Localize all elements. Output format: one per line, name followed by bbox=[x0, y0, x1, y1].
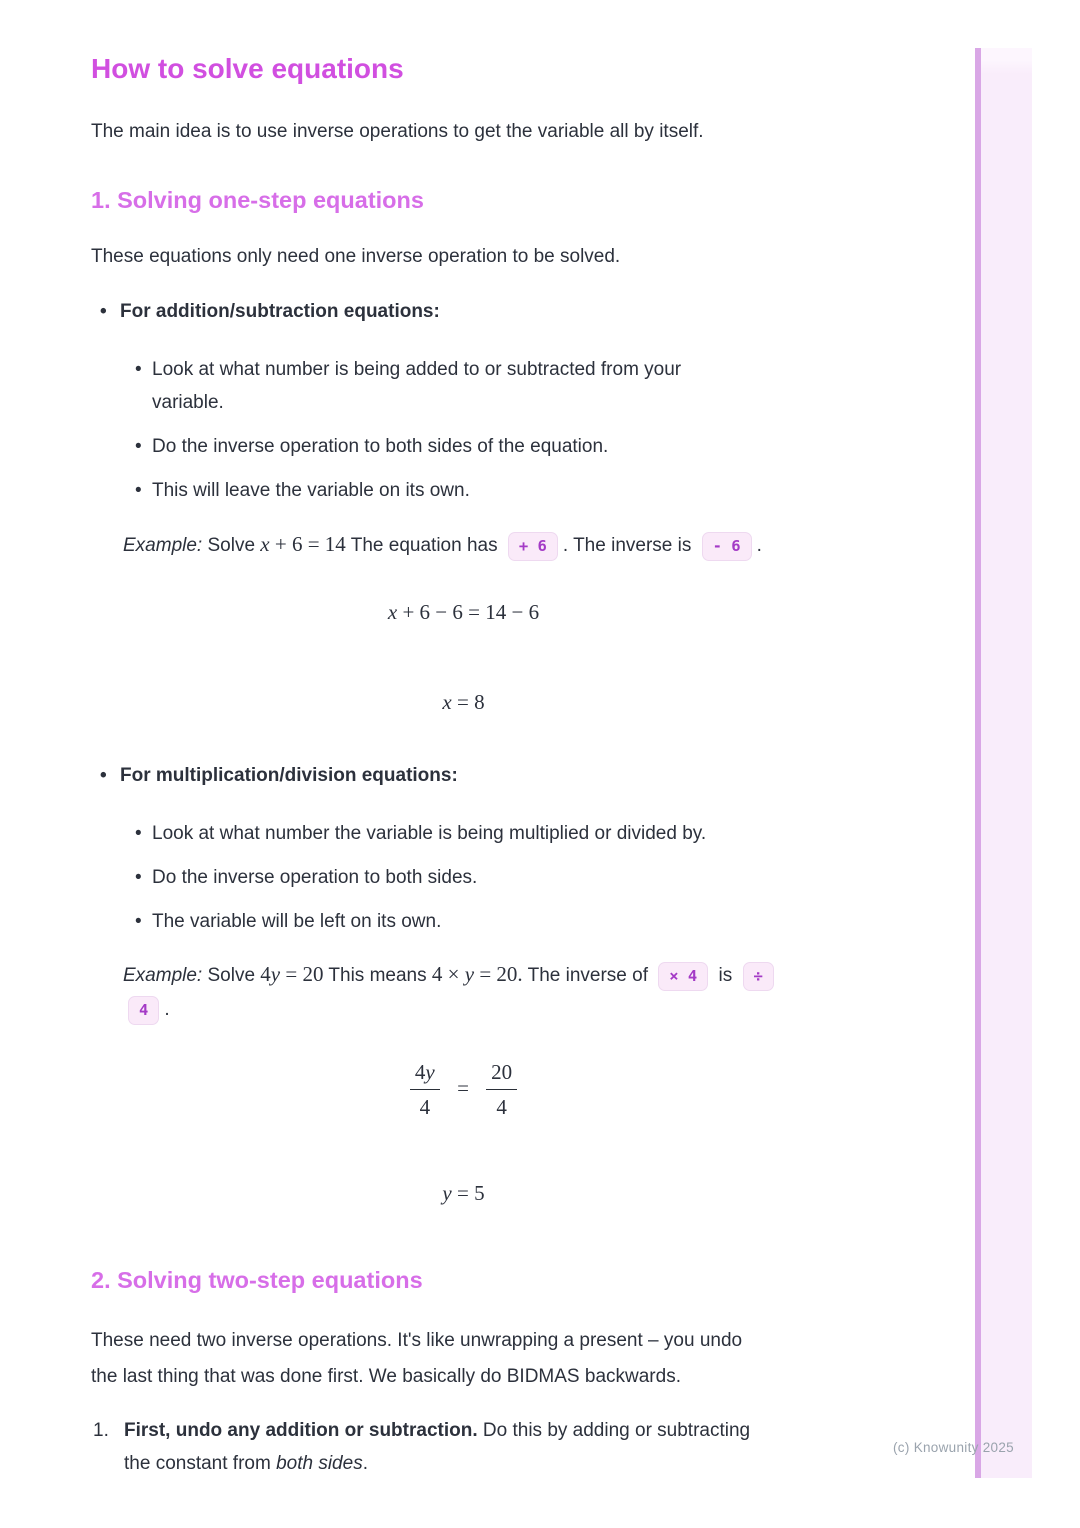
text-segment: y bbox=[442, 1181, 452, 1205]
text-segment: Example: bbox=[123, 965, 203, 986]
fraction-numerator bbox=[410, 1059, 440, 1090]
text-segment: + 6 = 14 bbox=[269, 532, 346, 556]
fraction-denominator: 4 bbox=[496, 1095, 507, 1119]
text-segment: Solve bbox=[202, 535, 261, 556]
page-title: How to solve equations bbox=[91, 53, 404, 84]
sub-bullet-list bbox=[91, 817, 836, 938]
fraction-right bbox=[486, 1059, 517, 1120]
text-segment: . bbox=[164, 999, 170, 1020]
equation-result bbox=[91, 1180, 836, 1206]
list-item bbox=[91, 817, 751, 850]
text-segment: . bbox=[756, 535, 762, 556]
numbered-step bbox=[91, 1414, 781, 1480]
text-segment: x bbox=[387, 600, 398, 624]
sub-bullet-list bbox=[91, 353, 836, 507]
section-heading-one-step: 1. Solving one-step equations bbox=[91, 187, 424, 213]
list-item bbox=[91, 430, 751, 463]
text-segment: is bbox=[713, 965, 738, 986]
list-item-multiplication-division bbox=[91, 762, 836, 790]
list-item-text: Do the inverse operation to both sides. bbox=[152, 867, 478, 888]
operation-badge: - 6 bbox=[702, 532, 752, 561]
list-item bbox=[91, 905, 751, 938]
text-segment: y bbox=[270, 962, 281, 986]
list-item bbox=[91, 474, 751, 507]
bullet-icon bbox=[135, 474, 142, 507]
text-segment: x bbox=[260, 532, 270, 556]
equation-result bbox=[91, 689, 836, 715]
equation-step bbox=[91, 599, 836, 625]
list-item bbox=[91, 861, 751, 894]
text-segment: . The inverse is bbox=[562, 535, 697, 556]
section-one-intro: These equations only need one inverse operation to be solved. bbox=[91, 246, 621, 267]
text-segment: = 5 bbox=[451, 1181, 485, 1205]
text-segment: 4 bbox=[260, 962, 271, 986]
list-item-text: Do the inverse operation to both sides of the equation. bbox=[152, 436, 609, 457]
operation-badge: ÷ bbox=[743, 962, 774, 991]
example-paragraph-addition bbox=[91, 527, 836, 563]
intro-paragraph: The main idea is to use inverse operations to get the variable all by itself. bbox=[91, 121, 704, 142]
bullet-icon bbox=[135, 861, 142, 894]
text-segment: = 8 bbox=[451, 690, 485, 714]
list-item-addition-subtraction bbox=[91, 298, 836, 326]
list-item-text: The variable will be left on its own. bbox=[152, 911, 442, 932]
list-item-text: Look at what number is being added to or subtracted from your variable. bbox=[152, 359, 682, 413]
equation-fraction bbox=[91, 1059, 836, 1120]
section-two-intro: These need two inverse operations. It's like unwrapping a present – you undo the last thing that was done first. We basically do BIDMAS backwards. bbox=[91, 1330, 743, 1387]
page-accent-bar bbox=[975, 48, 1032, 1478]
text-segment: y bbox=[464, 962, 475, 986]
step-text bbox=[124, 1420, 750, 1474]
text-segment: First, undo any addition or subtraction. bbox=[124, 1420, 478, 1441]
list-item bbox=[91, 353, 691, 419]
operation-badge: 4 bbox=[128, 996, 159, 1025]
document-content bbox=[91, 0, 836, 1480]
text-segment: The equation has bbox=[345, 535, 503, 556]
copyright-watermark: (c) Knowunity 2025 bbox=[893, 1440, 1014, 1455]
list-item-text: Look at what number the variable is being multiplied or divided by. bbox=[152, 823, 707, 844]
text-segment: 4 × bbox=[431, 962, 465, 986]
text-segment: = 20. bbox=[474, 962, 523, 986]
section-heading-two-step: 2. Solving two-step equations bbox=[91, 1267, 423, 1293]
text-segment: This means bbox=[323, 965, 432, 986]
bullet-icon bbox=[135, 817, 142, 850]
example-paragraph-multiplication bbox=[91, 957, 836, 1027]
list-item-label: For multiplication/division equations: bbox=[120, 765, 458, 786]
step-number: 1. bbox=[93, 1420, 109, 1441]
fraction-left bbox=[410, 1059, 440, 1120]
bullet-icon bbox=[135, 905, 142, 938]
text-segment: 4 bbox=[414, 1060, 426, 1084]
bullet-icon bbox=[100, 298, 107, 326]
text-segment: Do this by adding or subtracting the constant from bbox=[124, 1420, 751, 1474]
text-segment: = 20 bbox=[280, 962, 324, 986]
fraction-denominator: 4 bbox=[419, 1095, 431, 1119]
bullet-icon bbox=[135, 353, 142, 386]
bullet-icon bbox=[100, 762, 107, 790]
list-item-text: This will leave the variable on its own. bbox=[152, 480, 470, 501]
text-segment: y bbox=[425, 1060, 435, 1084]
text-segment: + 6 − 6 = 14 − 6 bbox=[397, 600, 540, 624]
text-segment: both sides bbox=[276, 1453, 363, 1474]
text-segment: x bbox=[442, 690, 452, 714]
operation-badge: × 4 bbox=[658, 962, 708, 991]
text-segment: . bbox=[362, 1453, 368, 1474]
list-item-label: For addition/subtraction equations: bbox=[120, 301, 440, 322]
equals-sign: = bbox=[457, 1075, 469, 1100]
operation-badge: + 6 bbox=[508, 532, 558, 561]
text-segment: Solve bbox=[202, 965, 261, 986]
bullet-icon bbox=[135, 430, 142, 463]
text-segment: The inverse of bbox=[522, 965, 654, 986]
fraction-numerator: 20 bbox=[486, 1059, 517, 1090]
text-segment: Example: bbox=[123, 535, 203, 556]
